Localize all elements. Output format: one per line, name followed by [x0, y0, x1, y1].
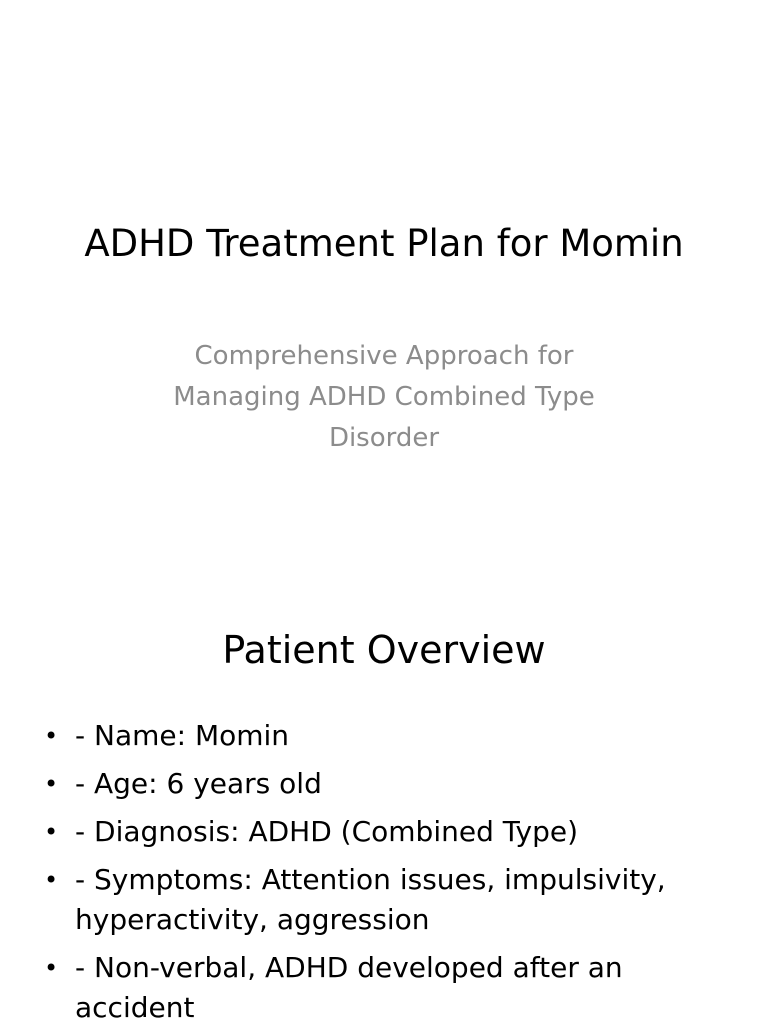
list-item-text: - Name: Momin [75, 719, 290, 752]
bullet-icon: • [44, 954, 59, 982]
list-item [40, 948, 730, 1024]
slide-subtitle: Comprehensive Approach for Managing ADHD Combined Type Disorder [173, 341, 595, 453]
list-item-text: - Symptoms: Attention issues, impulsivity, hyperactivity, aggression [75, 863, 666, 936]
bullet-icon: • [44, 722, 59, 750]
patient-overview-slide [0, 576, 768, 1024]
list-item-text: - Diagnosis: ADHD (Combined Type) [75, 815, 578, 848]
list-item [40, 764, 730, 804]
list-item [40, 812, 730, 852]
list-item [40, 716, 730, 756]
list-item [40, 860, 730, 940]
bullet-list [40, 716, 730, 1024]
slide-title: Patient Overview [222, 628, 546, 672]
list-item-text: - Non-verbal, ADHD developed after an accident [75, 951, 623, 1024]
bullet-icon: • [44, 770, 59, 798]
bullet-icon: • [44, 866, 59, 894]
list-item-text: - Age: 6 years old [75, 767, 322, 800]
bullet-icon: • [44, 818, 59, 846]
slide-title: ADHD Treatment Plan for Momin [84, 222, 684, 265]
